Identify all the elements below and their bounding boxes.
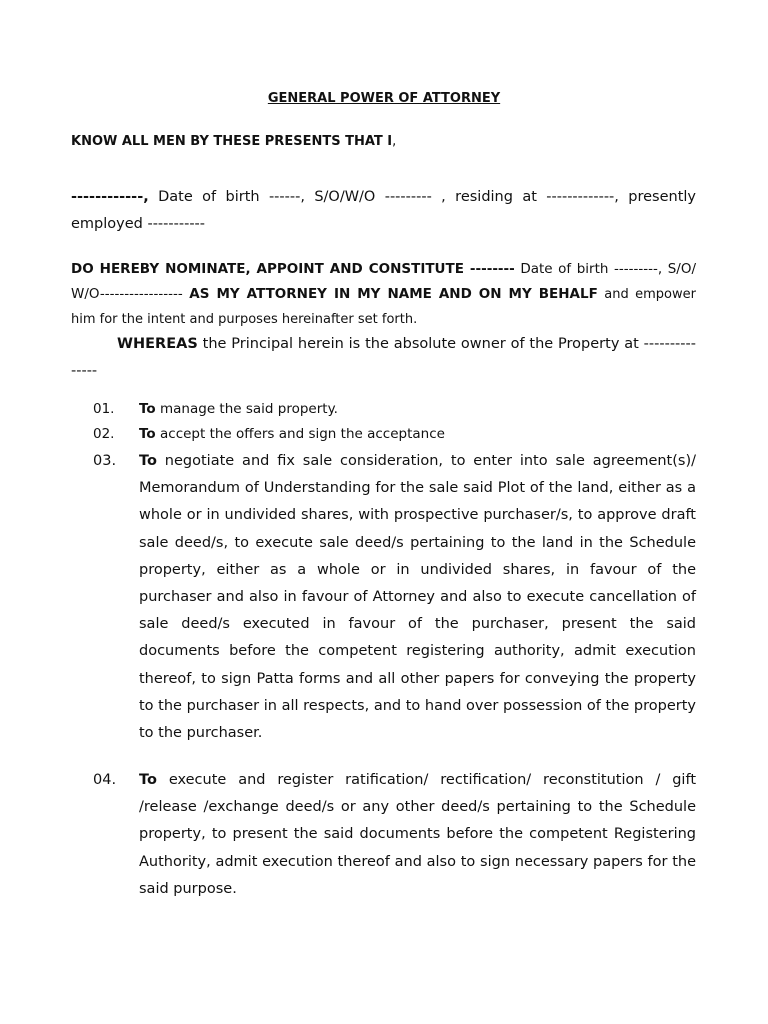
list-item-body	[139, 400, 696, 418]
list-item-number: 01.	[93, 401, 115, 417]
list-item-lead: To	[139, 426, 156, 442]
list-item	[93, 767, 696, 903]
document-title-text: GENERAL POWER OF ATTORNEY	[267, 91, 501, 106]
list-item-text: accept the offers and sign the acceptance	[155, 426, 445, 442]
list-item-text: execute and register ratification/ rectification/ reconstitution / gift /release /exchange deed/s or any other deed/s pertaining to the Schedule property, to present the said documents before the competent Registering Authority, admit execution thereof and also to sign necessary papers for the said purpose.	[139, 772, 696, 897]
appointment-clause: DO HEREBY NOMINATE, APPOINT AND CONSTITUTE --------	[71, 261, 515, 277]
list-item-text: negotiate and fix sale consideration, to enter into sale agreement(s)/ Memorandum of Understanding for the sale said Plot of the land, either as a whole or in undivided shares, with prospective purchaser/s, to approve draft sale deed/s, to execute sale deed/s pertaining to the land in the Schedule property, either as a whole or in undivided shares, in favour of the purchaser and also in favour of Attorney and also to execute cancellation of sale deed/s executed in favour of the purchaser, present the said documents before the competent registering authority, admit execution thereof, to sign Patta forms and all other papers for conveying the property to the purchaser in all respects, and to hand over possession of the property to the purchaser.	[139, 453, 696, 742]
list-item-body	[139, 425, 696, 443]
whereas-paragraph	[71, 331, 696, 385]
document-title	[0, 91, 768, 106]
list-item	[93, 448, 696, 747]
attorney-behalf-clause: AS MY ATTORNEY IN MY NAME AND ON MY BEHALF	[189, 286, 598, 302]
attorney-details-text: Date of birth ---------, S/O/ W/O-----------------	[71, 261, 697, 302]
principal-details-text: Date of birth ------, S/O/W/O --------- , residing at -------------, presently employed -----------	[71, 189, 696, 232]
list-item-number: 04.	[93, 772, 117, 788]
list-item	[93, 425, 696, 443]
whereas-text: the Principal herein is the absolute owner of the Property at ---------------	[71, 336, 696, 379]
appointment-paragraph	[71, 257, 696, 332]
principal-details-paragraph	[71, 184, 696, 238]
list-item-number: 03.	[93, 453, 117, 469]
list-item-lead: To	[139, 401, 156, 417]
know-all-men-text: KNOW ALL MEN BY THESE PRESENTS THAT I	[71, 134, 393, 149]
know-all-men-comma: ,	[392, 134, 397, 149]
list-item-text: manage the said property.	[155, 401, 338, 417]
empower-text: and empower him for the intent and purposes hereinafter set forth.	[71, 287, 696, 327]
know-all-men-line	[71, 134, 396, 149]
principal-name-blank: ------------,	[71, 189, 149, 205]
list-item-number: 02.	[93, 426, 115, 442]
list-item	[93, 400, 696, 418]
list-item-body	[139, 448, 696, 747]
list-item-lead: To	[139, 772, 157, 788]
whereas-label: WHEREAS	[117, 336, 198, 352]
list-item-lead: To	[139, 453, 157, 469]
list-item-body	[139, 767, 696, 903]
